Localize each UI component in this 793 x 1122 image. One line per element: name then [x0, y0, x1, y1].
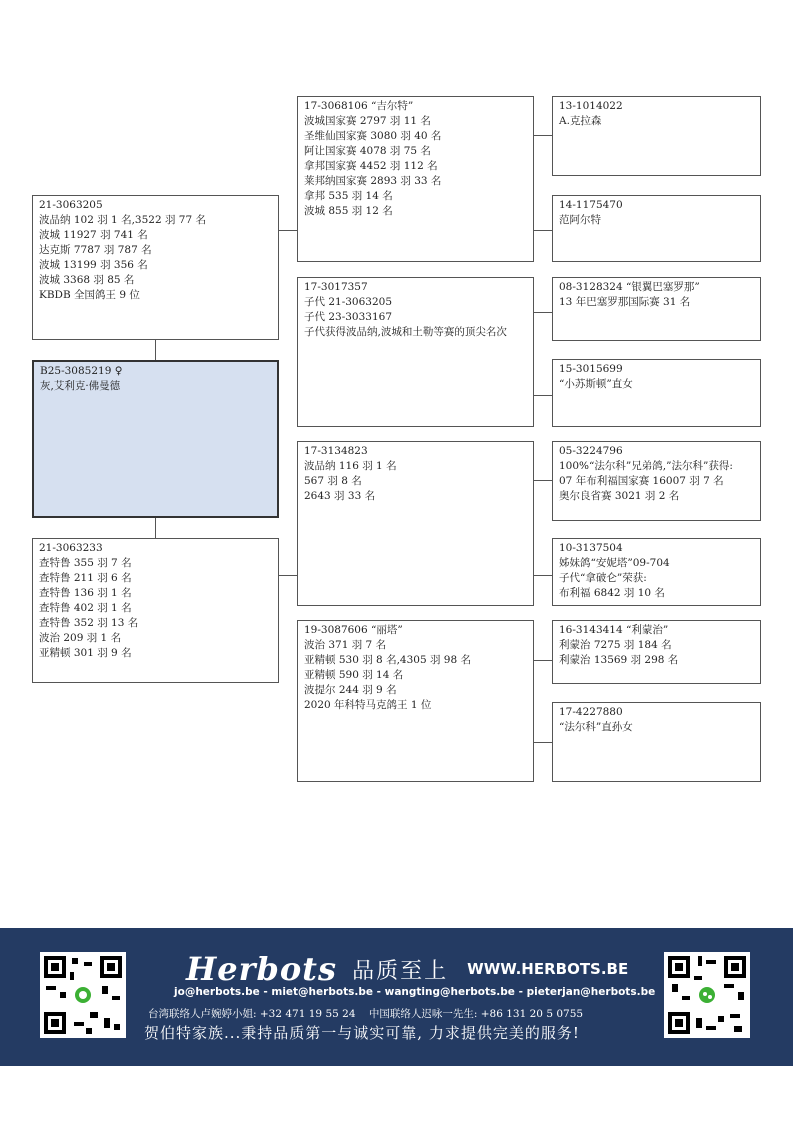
result-line: 拿邦国家赛 4452 羽 112 名	[304, 160, 438, 172]
result-line: 100%“法尔科”兄弟鸽,”法尔科”获得:	[559, 460, 733, 472]
ring-number: 13-1014022	[559, 100, 623, 112]
result-line: 查特鲁 352 羽 13 名	[39, 617, 139, 629]
ring-number: 15-3015699	[559, 363, 623, 375]
result-line: 567 羽 8 名	[304, 475, 362, 487]
result-line: 波治 371 羽 7 名	[304, 639, 387, 651]
result-line: 阿让国家赛 4078 羽 75 名	[304, 145, 431, 157]
result-line: 奥尔良省赛 3021 羽 2 名	[559, 490, 680, 502]
result-line: A.克拉森	[559, 115, 602, 127]
result-line: 13 年巴塞罗那国际赛 31 名	[559, 296, 691, 308]
subject-box	[32, 360, 279, 518]
result-line: 2643 羽 33 名	[304, 490, 376, 502]
ring-number: 14-1175470	[559, 199, 623, 211]
connector	[534, 660, 552, 661]
result-line: 查特鲁 211 羽 6 名	[39, 572, 132, 584]
result-line: 子代获得波品纳,波城和土勒等赛的顶尖名次	[304, 326, 507, 338]
result-line: 莱邦纳国家赛 2893 羽 33 名	[304, 175, 442, 187]
connector	[534, 575, 552, 576]
ring-number: 16-3143414 “利蒙治”	[559, 624, 669, 636]
ring-number: B25-3085219 ♀	[40, 365, 123, 377]
connector	[534, 742, 552, 743]
connector	[155, 518, 156, 538]
brand-slogan: 品质至上	[352, 958, 449, 984]
result-line: 波城国家赛 2797 羽 11 名	[304, 115, 431, 127]
dds-box	[552, 620, 761, 684]
website-link[interactable]: WWW.HERBOTS.BE	[467, 960, 629, 978]
qr-code-icon	[40, 952, 126, 1038]
result-line: 拿邦 535 羽 14 名	[304, 190, 393, 202]
connector	[279, 575, 297, 576]
result-line: 波治 209 羽 1 名	[39, 632, 122, 644]
result-line: 波品纳 102 羽 1 名,3522 羽 77 名	[39, 214, 207, 226]
result-line: “法尔科”直孙女	[559, 721, 633, 733]
sire-sire-box	[297, 96, 534, 262]
ring-number: 10-3137504	[559, 542, 623, 554]
result-line: 波城 13199 羽 356 名	[39, 259, 148, 271]
sire-dam-box	[297, 277, 534, 427]
result-line: 利蒙治 13569 羽 298 名	[559, 654, 679, 666]
result-line: 2020 年科特马克鸽王 1 位	[304, 699, 432, 711]
ring-number: 21-3063205	[39, 199, 103, 211]
dam-box	[32, 538, 279, 683]
result-line: 姊妹鸽“安妮塔”09-704	[559, 557, 670, 569]
result-line: 查特鲁 355 羽 7 名	[39, 557, 132, 569]
connector	[534, 395, 552, 396]
ddd-box	[552, 702, 761, 782]
qr-code-right	[664, 952, 750, 1038]
dss-box	[552, 441, 761, 521]
ring-number: 19-3087606 “丽塔”	[304, 624, 403, 636]
result-line: KBDB 全国鸽王 9 位	[39, 289, 140, 301]
result-line: 波城 11927 羽 741 名	[39, 229, 148, 241]
dam-dam-box	[297, 620, 534, 782]
ring-number: 17-4227880	[559, 706, 623, 718]
sss-box	[552, 96, 761, 176]
wechat-qr-code-icon	[664, 952, 750, 1038]
connector	[155, 340, 156, 360]
result-line: 子代 23-3033167	[304, 311, 393, 323]
contact-line	[148, 1006, 583, 1021]
dsd-box	[552, 538, 761, 606]
subject-description: 灰,艾利克·佛曼德	[40, 380, 121, 392]
contact-taiwan: 台湾联络人卢婉婷小姐: +32 471 19 55 24	[148, 1008, 356, 1020]
result-line: 布利福 6842 羽 10 名	[559, 587, 665, 599]
ring-number: 05-3224796	[559, 445, 623, 457]
result-line: 范阿尔特	[559, 214, 601, 226]
result-line: 亚精顿 590 羽 14 名	[304, 669, 404, 681]
footer-banner	[0, 928, 793, 1066]
result-line: 查特鲁 136 羽 1 名	[39, 587, 132, 599]
connector	[279, 230, 297, 231]
sds-box	[552, 277, 761, 341]
contact-china: 中国联络人迟咏一先生: +86 131 20 5 0755	[368, 1008, 584, 1020]
result-line: “小苏斯顿”直女	[559, 378, 633, 390]
result-line: 亚精顿 301 羽 9 名	[39, 647, 132, 659]
connector	[534, 230, 552, 231]
result-line: 圣维仙国家赛 3080 羽 40 名	[304, 130, 442, 142]
connector	[534, 312, 552, 313]
qr-code-left	[40, 952, 126, 1038]
email-addresses[interactable]: jo@herbots.be - miet@herbots.be - wangting@herbots.be - pieterjan@herbots.be	[174, 986, 656, 998]
ring-number: 21-3063233	[39, 542, 103, 554]
ring-number: 17-3068106 “吉尔特”	[304, 100, 414, 112]
connector	[534, 135, 552, 136]
ring-number: 08-3128324 “银翼巴塞罗那”	[559, 281, 700, 293]
ssd-box	[552, 195, 761, 262]
result-line: 利蒙治 7275 羽 184 名	[559, 639, 672, 651]
result-line: 子代 21-3063205	[304, 296, 393, 308]
sdd-box	[552, 359, 761, 427]
connector	[534, 480, 552, 481]
result-line: 查特鲁 402 羽 1 名	[39, 602, 132, 614]
ring-number: 17-3017357	[304, 281, 368, 293]
ring-number: 17-3134823	[304, 445, 368, 457]
result-line: 07 年布利福国家赛 16007 羽 7 名	[559, 475, 724, 487]
brand-row	[186, 950, 628, 986]
result-line: 波城 3368 羽 85 名	[39, 274, 135, 286]
result-line: 波城 855 羽 12 名	[304, 205, 393, 217]
sire-box	[32, 195, 279, 340]
result-line: 波品纳 116 羽 1 名	[304, 460, 397, 472]
result-line: 波提尔 244 羽 9 名	[304, 684, 397, 696]
dam-sire-box	[297, 441, 534, 606]
footer-tagline: 贺伯特家族...秉持品质第一与诚实可靠, 力求提供完美的服务!	[144, 1024, 580, 1042]
result-line: 亚精顿 530 羽 8 名,4305 羽 98 名	[304, 654, 472, 666]
result-line: 达克斯 7787 羽 787 名	[39, 244, 152, 256]
brand-logo: Herbots	[186, 950, 337, 988]
result-line: 子代“拿破仑”荣获:	[559, 572, 647, 584]
